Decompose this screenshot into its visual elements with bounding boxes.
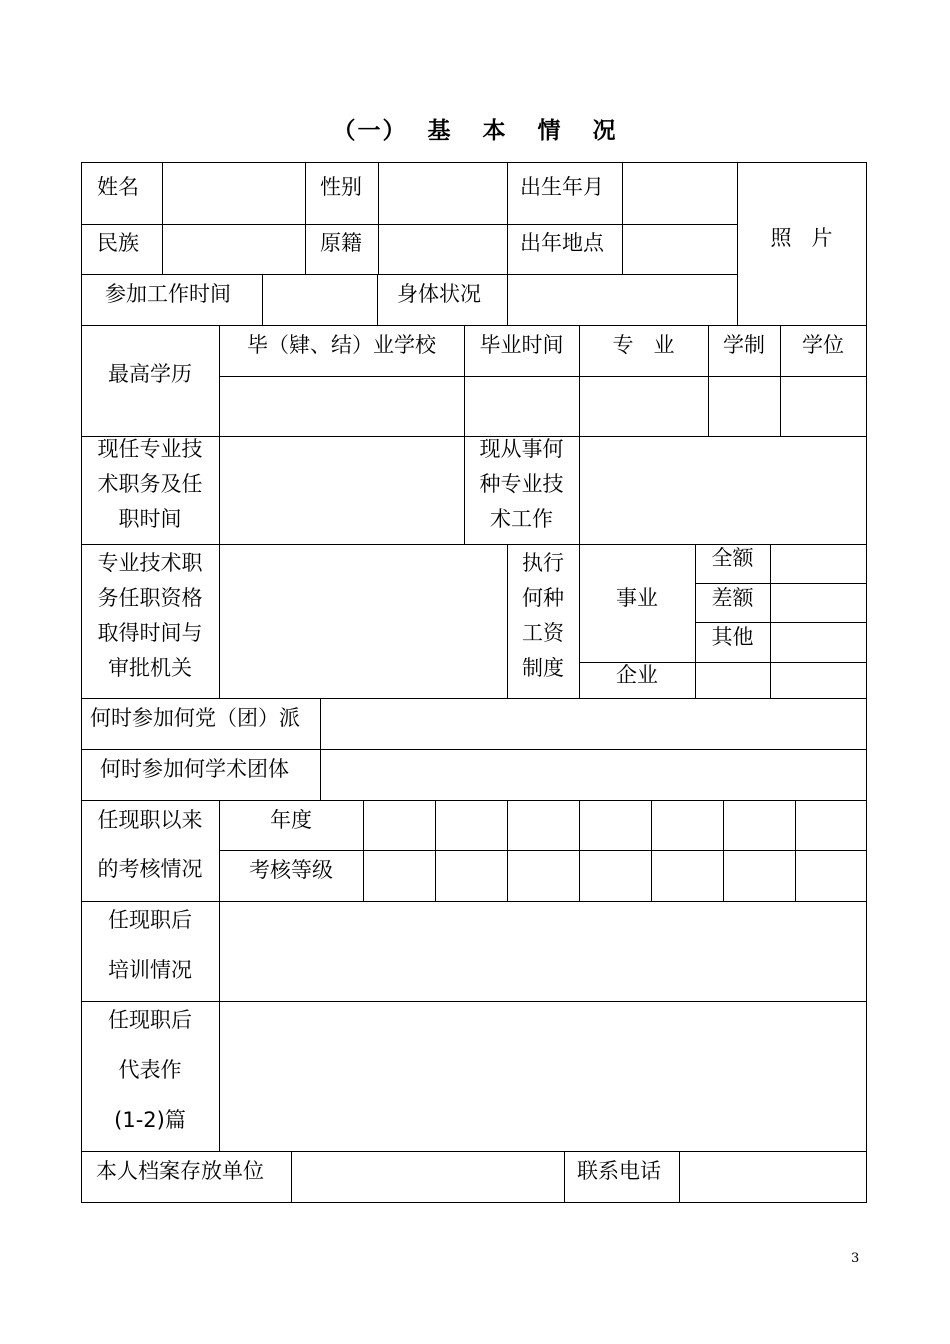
label-works-line1: 任现职后 bbox=[108, 1008, 192, 1032]
label-salary-line2: 何种 bbox=[522, 586, 564, 610]
table-line bbox=[262, 274, 263, 325]
label-academic: 何时参加何学术团体 bbox=[100, 757, 289, 781]
label-works-line2: 代表作 bbox=[118, 1058, 182, 1082]
label-name: 姓名 bbox=[97, 175, 139, 199]
label-major: 专 业 bbox=[612, 333, 675, 357]
label-training-line1: 任现职后 bbox=[108, 908, 192, 932]
label-title-line3: 职时间 bbox=[118, 507, 182, 531]
label-birth-place: 出年地点 bbox=[520, 231, 604, 255]
table-line bbox=[219, 850, 867, 851]
label-eval-grade: 考核等级 bbox=[249, 858, 333, 882]
table-line bbox=[81, 162, 867, 163]
page-number: 3 bbox=[851, 1251, 860, 1266]
table-line bbox=[579, 800, 580, 901]
table-line bbox=[81, 544, 867, 545]
label-ethnicity: 民族 bbox=[97, 231, 139, 255]
table-line bbox=[81, 274, 737, 275]
table-line bbox=[363, 800, 364, 901]
table-line bbox=[622, 162, 623, 274]
label-full-funded: 全额 bbox=[711, 546, 754, 570]
label-qual-line1: 专业技术职 bbox=[97, 551, 203, 575]
table-line bbox=[81, 1202, 867, 1203]
label-birth-date: 出生年月 bbox=[520, 175, 604, 199]
table-line bbox=[507, 162, 508, 274]
table-line bbox=[679, 1151, 680, 1202]
label-salary-line3: 工资 bbox=[522, 621, 564, 645]
label-duration: 学制 bbox=[723, 333, 765, 357]
table-line bbox=[81, 800, 867, 801]
label-title-line2: 术职务及任 bbox=[97, 472, 203, 496]
table-line bbox=[435, 800, 436, 901]
table-line bbox=[81, 224, 737, 225]
label-year: 年度 bbox=[270, 808, 312, 832]
label-school: 毕（肄、结）业学校 bbox=[247, 333, 436, 357]
label-archive: 本人档案存放单位 bbox=[96, 1159, 264, 1183]
label-photo: 照 片 bbox=[770, 226, 833, 250]
table-line bbox=[219, 325, 220, 698]
table-line bbox=[507, 800, 508, 901]
label-enterprise: 企业 bbox=[616, 663, 658, 687]
label-work-line2: 种专业技 bbox=[479, 472, 564, 496]
label-diff-funded: 差额 bbox=[711, 586, 754, 610]
table-line bbox=[219, 376, 867, 377]
table-line bbox=[81, 901, 867, 902]
label-work-line1: 现从事何 bbox=[479, 437, 564, 461]
page-title: （一） 基 本 情 况 bbox=[332, 118, 618, 144]
table-line bbox=[579, 325, 580, 698]
label-salary-line4: 制度 bbox=[522, 656, 564, 680]
table-line bbox=[81, 1001, 867, 1002]
table-line bbox=[81, 698, 867, 699]
table-line bbox=[866, 162, 867, 1202]
label-work-start: 参加工作时间 bbox=[105, 282, 231, 306]
label-native-place: 原籍 bbox=[320, 231, 362, 255]
label-eval-line2: 的考核情况 bbox=[97, 857, 203, 881]
label-training-line2: 培训情况 bbox=[108, 958, 192, 982]
table-line bbox=[378, 162, 379, 274]
table-line bbox=[81, 1151, 867, 1152]
label-works-line3: (1-2)篇 bbox=[114, 1108, 186, 1132]
table-line bbox=[377, 274, 378, 325]
label-qual-line2: 务任职资格 bbox=[97, 586, 203, 610]
label-work-line3: 术工作 bbox=[490, 507, 553, 531]
label-other: 其他 bbox=[711, 625, 754, 649]
table-line bbox=[81, 325, 867, 326]
table-line bbox=[695, 622, 867, 623]
label-qual-line3: 取得时间与 bbox=[97, 621, 203, 645]
table-line bbox=[651, 800, 652, 901]
label-title-line1: 现任专业技 bbox=[97, 437, 203, 461]
label-party: 何时参加何党（团）派 bbox=[90, 706, 300, 730]
table-line bbox=[695, 583, 867, 584]
table-line bbox=[81, 749, 867, 750]
table-line bbox=[81, 162, 82, 1202]
table-line bbox=[305, 162, 306, 274]
table-line bbox=[320, 698, 321, 800]
table-line bbox=[219, 800, 220, 1151]
label-degree: 学位 bbox=[802, 333, 844, 357]
label-phone: 联系电话 bbox=[577, 1159, 661, 1183]
table-line bbox=[564, 1151, 565, 1202]
label-health: 身体状况 bbox=[397, 282, 481, 306]
label-institution: 事业 bbox=[616, 586, 658, 610]
label-education: 最高学历 bbox=[108, 362, 192, 386]
label-gender: 性别 bbox=[320, 175, 362, 199]
label-grad-time: 毕业时间 bbox=[479, 333, 564, 357]
table-line bbox=[291, 1151, 292, 1202]
table-line bbox=[507, 274, 508, 325]
table-line bbox=[162, 162, 163, 274]
table-line bbox=[723, 800, 724, 901]
table-line bbox=[795, 800, 796, 901]
label-eval-line1: 任现职以来 bbox=[97, 808, 203, 832]
table-line bbox=[770, 544, 771, 698]
label-qual-line4: 审批机关 bbox=[108, 656, 192, 680]
label-salary-line1: 执行 bbox=[522, 551, 564, 575]
